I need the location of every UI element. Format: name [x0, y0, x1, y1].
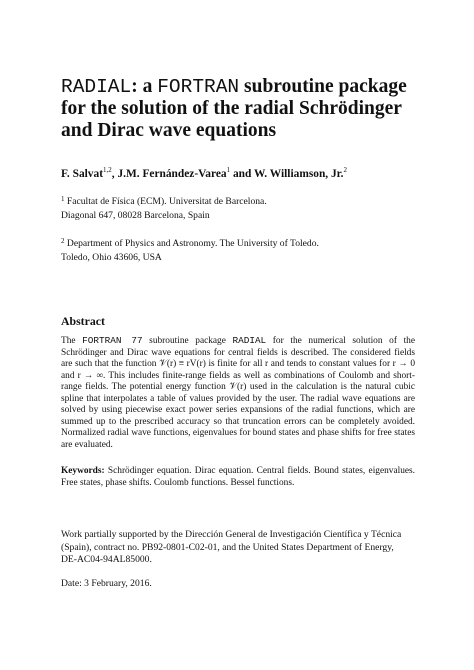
abstract-code-fortran77: FORTRAN 77	[82, 335, 143, 346]
funding-line: DE-AC04-94AL85000.	[61, 554, 152, 565]
keywords-text: Schrödinger equation. Dirac equation. Central fields. Bound states, eigenvalues. Free states, phase shifts. Coulomb functions. Bessel functions.	[61, 466, 415, 488]
funding-note	[61, 529, 417, 567]
affiliation-1	[61, 195, 421, 222]
author-fernandez-varea-affil: 1	[226, 166, 231, 174]
title-part1: : a	[131, 76, 158, 97]
author-fernandez-varea: J.M. Fernández-Varea	[117, 168, 227, 180]
abstract-heading: Abstract	[61, 314, 105, 328]
affiliation-line: Department of Physics and Astronomy. The University of Toledo.	[66, 238, 319, 249]
funding-line: Work partially supported by the Dirección General de Investigación Científica y Técnica	[61, 529, 402, 540]
paper-title	[61, 76, 421, 142]
author-williamson-affil: 2	[343, 166, 348, 174]
title-part2: subroutine package for the solution of the radial Schrödinger and Dirac wave equations	[61, 76, 407, 141]
affiliation-2	[61, 237, 421, 264]
keywords	[61, 466, 415, 489]
affiliation-line: Diagonal 647, 08028 Barcelona, Spain	[61, 209, 210, 221]
affiliation-marker: 2	[61, 237, 65, 245]
abstract-code-radial: RADIAL	[232, 335, 267, 346]
author-list	[61, 168, 421, 180]
affiliation-marker: 1	[61, 195, 65, 203]
funding-line: (Spain), contract no. PB92-0801-C02-01, and the United States Department of Energy,	[61, 541, 394, 553]
author-williamson: W. Williamson, Jr.	[253, 168, 344, 180]
author-separator: ,	[111, 168, 118, 180]
title-fortran-code: FORTRAN	[157, 76, 240, 98]
affiliation-line: Toledo, Ohio 43606, USA	[61, 251, 162, 263]
abstract-body	[61, 335, 415, 451]
abstract-text: for the numerical solution of the Schrödinger and Dirac wave equations for central fields is described. The considered fields are such that the function 𝒱(r) ≡ rV(r) is finite for all r and tends to constant values for r → 0 and r → ∞. This includes finite-range fields as well as combinations of Coulomb and short-range fields. The potential energy function 𝒱(r) used in the calculation is the natural cubic spline that interpolates a table of values provided by the user. The radial wave equations are solved by using piecewise exact power series expansions of the radial functions, which are summed up to the prescribed accuracy so that truncation errors can be completely avoided. Normalized radial wave functions, eigenvalues for bound states and phase shifts for free states are evaluated.	[61, 336, 415, 450]
title-radial-code: RADIAL	[61, 76, 132, 98]
keywords-label: Keywords:	[61, 466, 105, 476]
abstract-text: The	[61, 336, 83, 346]
affiliation-line: Facultat de Física (ECM). Universitat de Barcelona.	[66, 196, 267, 207]
author-salvat: F. Salvat	[61, 168, 103, 180]
abstract-text: subroutine package	[142, 336, 233, 346]
author-separator: and	[230, 168, 254, 180]
paper-date: Date: 3 February, 2016.	[61, 578, 152, 589]
author-salvat-affil: 1,2	[103, 166, 112, 174]
